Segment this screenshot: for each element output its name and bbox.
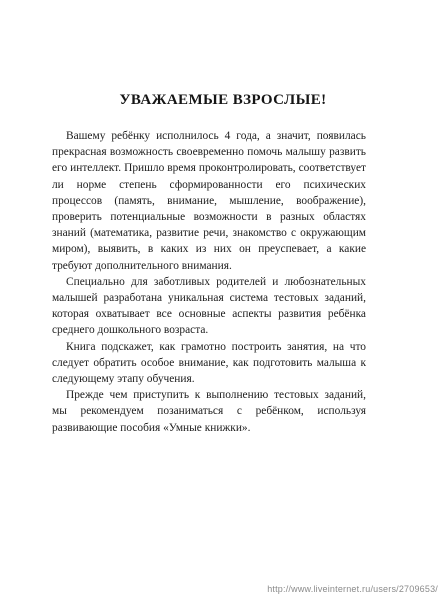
body-text (52, 128, 366, 436)
watermark-url: http://www.liveinternet.ru/users/2709653/ (267, 584, 438, 594)
paragraph: Книга подскажет, как грамотно построить занятия, на что следует обратить особое внимание, как подготовить малыша к следующему этапу обучения. (52, 340, 366, 386)
paragraph: Специально для заботливых родителей и любознательных малышей разработана уникальная система тестовых заданий, которая охватывает все основные аспекты развития ребёнка среднего дошкольного возраста. (52, 275, 366, 337)
paragraph: Вашему ребёнку исполнилось 4 года, а значит, появилась прекрасная возможность своевременно помочь малышу развить его интеллект. Пришло время проконтролировать, соответствует ли норме степень сформированности его психических процессов (память, внимание, мышление, воображение), проверить потенциальные возможности в разных областях знаний (математика, развитие речи, знакомство с окружающим миром), выявить, в каких из них он преуспевает, а какие требуют дополнительного внимания. (52, 130, 366, 272)
page-title: УВАЖАЕМЫЕ ВЗРОСЛЫЕ! (119, 92, 327, 108)
paragraph: Прежде чем приступить к выполнению тестовых заданий, мы рекомендуем позаниматься с ребёнком, используя развивающие пособия «Умные книжки». (52, 389, 366, 434)
